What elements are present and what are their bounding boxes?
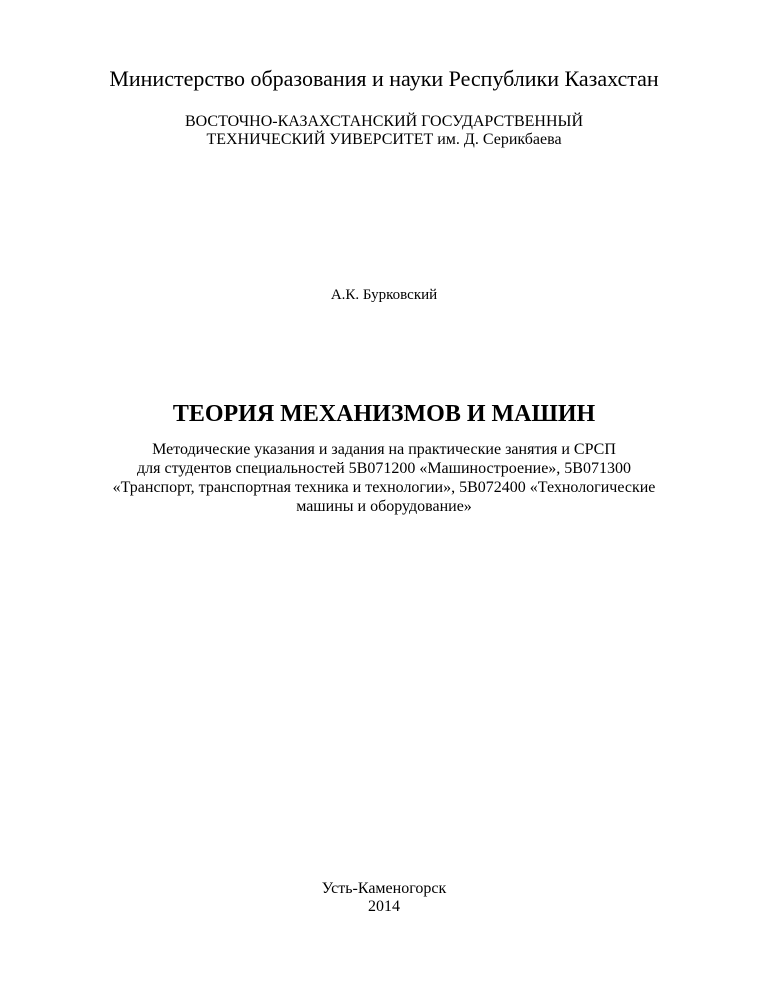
subtitle-line-4: машины и оборудование»: [296, 498, 472, 515]
subtitle-line-2: для студентов специальностей 5В071200 «Машиностроение», 5В071300: [137, 460, 631, 477]
subtitle-line-1: Методические указания и задания на практические занятия и СРСП: [152, 441, 616, 458]
document-subtitle: [0, 440, 768, 516]
imprint: [0, 880, 768, 916]
document-title: ТЕОРИЯ МЕХАНИЗМОВ И МАШИН: [172, 401, 596, 427]
subtitle-line-3: «Транспорт, транспортная техника и технологии», 5В072400 «Технологические: [112, 479, 656, 496]
ministry-heading: Министерство образования и науки Республики Казахстан: [109, 66, 659, 91]
university-line-2: ТЕХНИЧЕСКИЙ УИВЕРСИТЕТ им. Д. Серикбаева: [206, 131, 562, 148]
university-line-1: ВОСТОЧНО-КАЗАХСТАНСКИЙ ГОСУДАРСТВЕННЫЙ: [184, 113, 584, 130]
university-name: [0, 113, 768, 149]
publication-year: 2014: [368, 898, 400, 915]
author-name: А.К. Бурковский: [330, 287, 438, 303]
city-name: Усть-Каменогорск: [321, 880, 447, 897]
